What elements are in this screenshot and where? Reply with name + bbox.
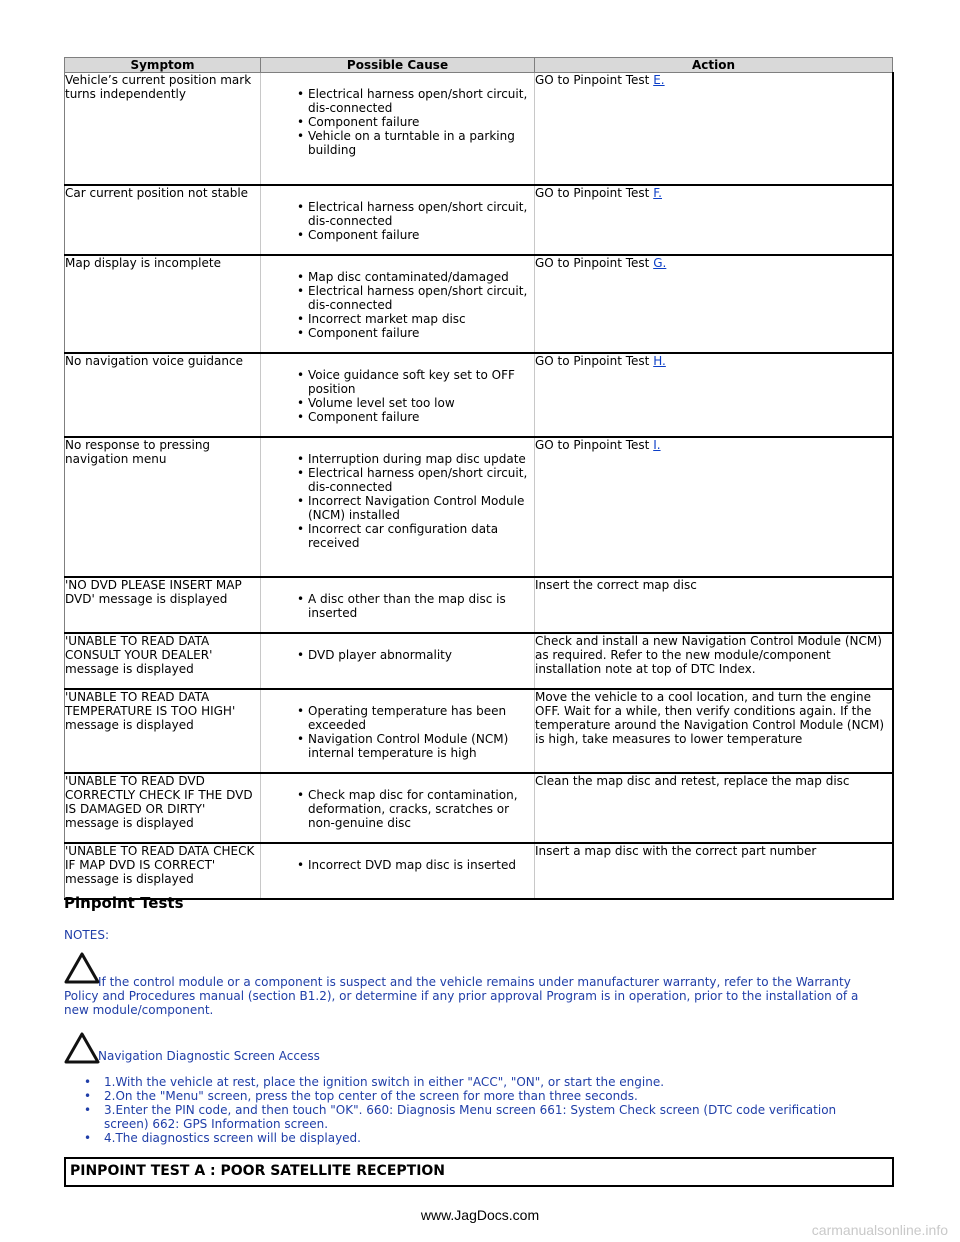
- list-item: • 1.With the vehicle at rest, place the ignition switch in either "ACC", "ON", or start the engine.: [84, 1075, 844, 1089]
- symptom-cell: Vehicle’s current position mark turns independently: [65, 73, 261, 185]
- action-cell: [535, 689, 893, 773]
- diagnostic-steps-list: [84, 1075, 844, 1145]
- possible-cause-cell: [261, 689, 535, 773]
- action-cell: [535, 353, 893, 437]
- action-cell: [535, 843, 893, 899]
- table-row: [65, 577, 893, 633]
- action-cell: [535, 73, 893, 185]
- list-item: • Check map disc for contamination, deformation, cracks, scratches or non-genuine disc: [308, 788, 534, 830]
- list-item: • Component failure: [308, 228, 534, 242]
- list-item: • Electrical harness open/short circuit, dis-connected: [308, 200, 534, 228]
- pinpoint-test-link[interactable]: H.: [653, 353, 666, 368]
- pinpoint-test-a-box: [64, 1157, 894, 1187]
- cause-list: [261, 844, 534, 872]
- table-row: [65, 689, 893, 773]
- list-item: • Volume level set too low: [308, 396, 534, 410]
- action-cell: [535, 773, 893, 843]
- symptom-table: [64, 57, 894, 900]
- cause-list: [261, 354, 534, 424]
- list-item: • Incorrect Navigation Control Module (NCM) installed: [308, 494, 534, 522]
- symptom-cell: Car current position not stable: [65, 185, 261, 255]
- symptom-cell: 'UNABLE TO READ DVD CORRECTLY CHECK IF THE DVD IS DAMAGED OR DIRTY' message is displayed: [65, 773, 261, 843]
- pinpoint-test-link[interactable]: G.: [653, 255, 667, 270]
- list-item: • Voice guidance soft key set to OFF position: [308, 368, 534, 396]
- action-text: GO to Pinpoint Test: [535, 255, 654, 270]
- symptom-cell: 'NO DVD PLEASE INSERT MAP DVD' message is displayed: [65, 577, 261, 633]
- header-action: Action: [535, 58, 893, 73]
- cause-list: [261, 578, 534, 620]
- possible-cause-cell: [261, 843, 535, 899]
- header-possible-cause: Possible Cause: [261, 58, 535, 73]
- list-item: • Component failure: [308, 115, 534, 129]
- list-item: • 3.Enter the PIN code, and then touch "OK". 660: Diagnosis Menu screen 661: System Check screen (DTC code verification screen) 662: GPS Information screen.: [84, 1103, 844, 1131]
- table-row: [65, 255, 893, 353]
- symptom-cell: 'UNABLE TO READ DATA TEMPERATURE IS TOO HIGH' message is displayed: [65, 689, 261, 773]
- pinpoint-test-a-title: PINPOINT TEST A : POOR SATELLITE RECEPTION: [70, 1163, 446, 1179]
- action-text: GO to Pinpoint Test: [535, 73, 654, 87]
- symptom-cell: 'UNABLE TO READ DATA CONSULT YOUR DEALER' message is displayed: [65, 633, 261, 689]
- cause-list: [261, 256, 534, 340]
- header-symptom: Symptom: [65, 58, 261, 73]
- cause-list: [261, 73, 534, 157]
- action-cell: [535, 633, 893, 689]
- list-item: • Component failure: [308, 326, 534, 340]
- pinpoint-test-link[interactable]: E.: [653, 73, 665, 87]
- possible-cause-cell: [261, 353, 535, 437]
- possible-cause-cell: [261, 255, 535, 353]
- footer-site: www.JagDocs.com: [420, 1207, 540, 1223]
- pinpoint-tests-heading: Pinpoint Tests: [64, 894, 184, 912]
- action-text: Insert the correct map disc: [535, 577, 697, 592]
- possible-cause-cell: [261, 577, 535, 633]
- list-item: • Incorrect market map disc: [308, 312, 534, 326]
- possible-cause-cell: [261, 437, 535, 577]
- list-item: • DVD player abnormality: [308, 648, 534, 662]
- list-item: • 2.On the "Menu" screen, press the top center of the screen for more than three seconds.: [84, 1089, 844, 1103]
- list-item: • Navigation Control Module (NCM) internal temperature is high: [308, 732, 534, 760]
- action-text: GO to Pinpoint Test: [535, 437, 654, 452]
- symptom-cell: No response to pressing navigation menu: [65, 437, 261, 577]
- table-row: [65, 843, 893, 899]
- list-item: • Vehicle on a turntable in a parking building: [308, 129, 534, 157]
- notes-label: NOTES:: [64, 928, 109, 942]
- table-row: [65, 437, 893, 577]
- list-item: • Operating temperature has been exceeded: [308, 704, 534, 732]
- table-body: [65, 73, 893, 899]
- list-item: • A disc other than the map disc is inserted: [308, 592, 534, 620]
- action-cell: [535, 577, 893, 633]
- symptom-cell: 'UNABLE TO READ DATA CHECK IF MAP DVD IS CORRECT' message is displayed: [65, 843, 261, 899]
- list-item: • Component failure: [308, 410, 534, 424]
- cause-list: [261, 774, 534, 830]
- diagnostic-screen-access-note: Navigation Diagnostic Screen Access: [98, 1049, 320, 1063]
- list-item: • 4.The diagnostics screen will be displayed.: [84, 1131, 844, 1145]
- possible-cause-cell: [261, 185, 535, 255]
- list-item: • Incorrect car configuration data received: [308, 522, 534, 550]
- table-row: [65, 773, 893, 843]
- pinpoint-test-link[interactable]: F.: [653, 185, 662, 200]
- table-header-row: [65, 58, 893, 73]
- warranty-note: If the control module or a component is suspect and the vehicle remains under manufacturer warranty, refer to the Warranty Policy and Procedures manual (section B1.2), or determine if any prior approval Program is in operation, prior to the installation of a new module/component.: [64, 975, 859, 1017]
- action-text: Move the vehicle to a cool location, and turn the engine OFF. Wait for a while, then verify conditions again. If the temperature around the Navigation Control Module (NCM) is high, take measures to lower temperature: [535, 689, 885, 746]
- watermark: carmanualsonline.info: [811, 1222, 948, 1238]
- cause-list: [261, 186, 534, 242]
- possible-cause-cell: [261, 773, 535, 843]
- symptom-cell: No navigation voice guidance: [65, 353, 261, 437]
- list-item: • Map disc contaminated/damaged: [308, 270, 534, 284]
- action-cell: [535, 437, 893, 577]
- table-row: [65, 185, 893, 255]
- action-text: GO to Pinpoint Test: [535, 185, 654, 200]
- list-item: • Electrical harness open/short circuit, dis-connected: [308, 87, 534, 115]
- table-row: [65, 73, 893, 185]
- possible-cause-cell: [261, 633, 535, 689]
- action-cell: [535, 255, 893, 353]
- table-row: [65, 353, 893, 437]
- action-text: Check and install a new Navigation Control Module (NCM) as required. Refer to the new module/component installation note at top of DTC Index.: [535, 633, 882, 676]
- action-text: GO to Pinpoint Test: [535, 353, 654, 368]
- pinpoint-test-link[interactable]: I.: [653, 437, 661, 452]
- cause-list: [261, 690, 534, 760]
- cause-list: [261, 438, 534, 550]
- action-cell: [535, 185, 893, 255]
- symptom-cell: Map display is incomplete: [65, 255, 261, 353]
- action-text: Insert a map disc with the correct part number: [535, 843, 817, 858]
- table-row: [65, 633, 893, 689]
- list-item: • Electrical harness open/short circuit, dis-connected: [308, 284, 534, 312]
- action-text: Clean the map disc and retest, replace the map disc: [535, 773, 850, 788]
- list-item: • Interruption during map disc update: [308, 452, 534, 466]
- possible-cause-cell: [261, 73, 535, 185]
- cause-list: [261, 634, 534, 662]
- list-item: • Electrical harness open/short circuit, dis-connected: [308, 466, 534, 494]
- list-item: • Incorrect DVD map disc is inserted: [308, 858, 534, 872]
